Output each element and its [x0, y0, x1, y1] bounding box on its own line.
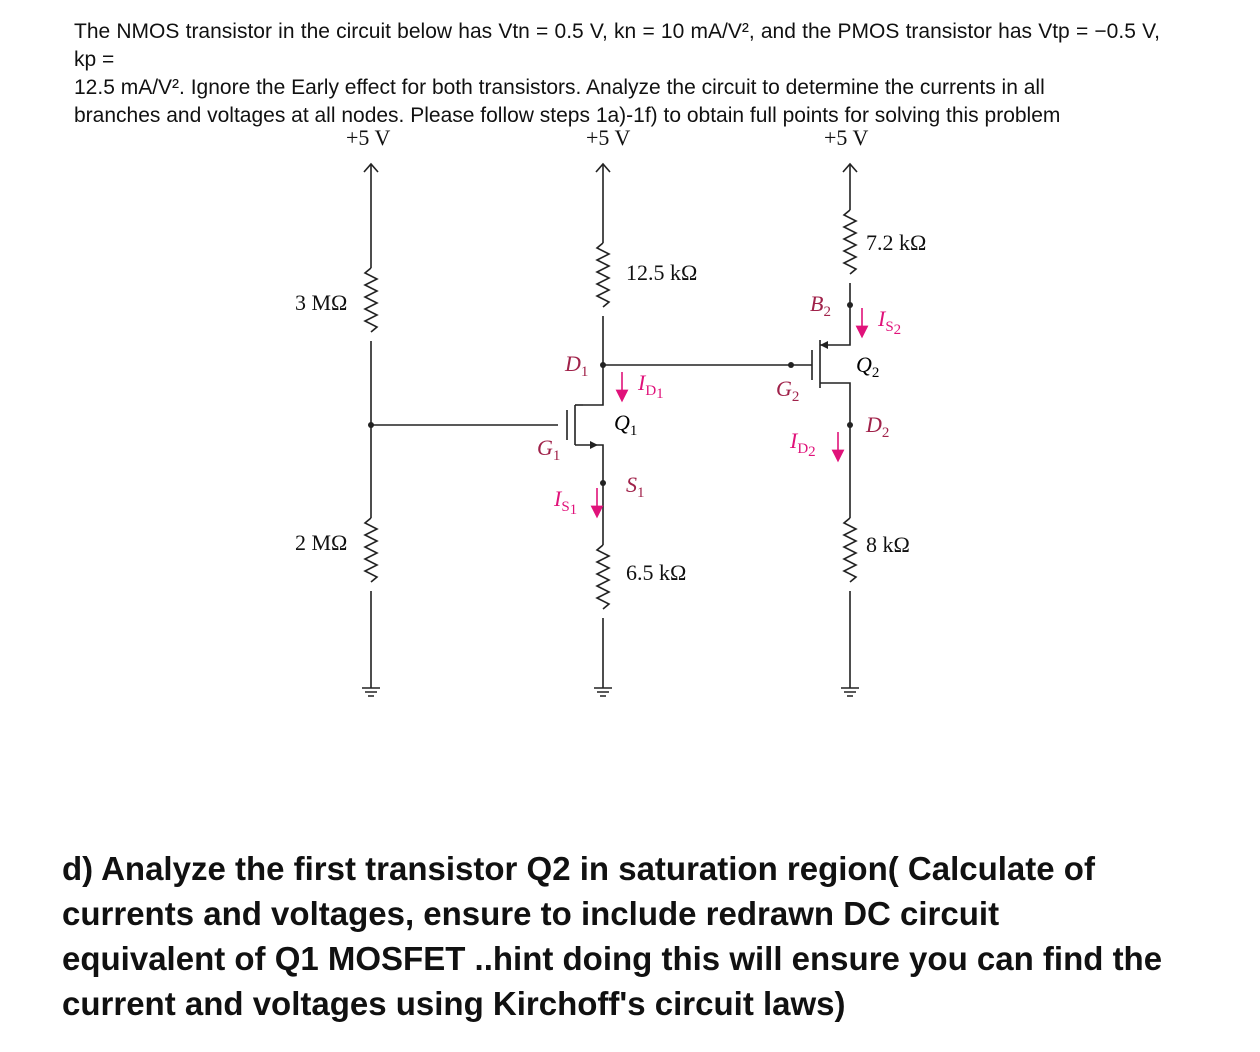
resistor-2m-label: 2 MΩ	[295, 530, 348, 555]
label-s1: $S_1$	[626, 472, 645, 501]
resistor-8k-label: 8 kΩ	[866, 532, 910, 557]
resistor-2m	[365, 518, 377, 582]
node-b2	[847, 302, 853, 308]
supply-mid-label: +5 V	[586, 125, 631, 150]
label-g1: $G_1$	[537, 435, 561, 464]
question-line-3: equivalent of Q1 MOSFET ..hint doing this will ensure you can find the	[62, 940, 1163, 977]
question-line-4: current and voltages using Kirchoff's circuit laws)	[62, 985, 846, 1022]
resistor-12k5-label: 12.5 kΩ	[626, 260, 698, 285]
label-q1: $Q_1$	[614, 410, 638, 439]
resistor-3m	[365, 268, 377, 332]
resistor-6k5-label: 6.5 kΩ	[626, 560, 687, 585]
question-line-2: currents and voltages, ensure to include redrawn DC circuit	[62, 895, 1000, 932]
label-d2: $D_2$	[866, 412, 890, 441]
resistor-7k2	[844, 210, 856, 274]
problem-line-1: The NMOS transistor in the circuit below has Vtn = 0.5 V, kn = 10 mA/V², and the PMOS transistor has Vtp = −0.5 V, kp =	[74, 20, 1160, 71]
label-is1: $I_S1$	[554, 486, 578, 518]
node-g2	[788, 362, 794, 368]
q2-source-arrow-icon	[820, 341, 828, 349]
ground-right-icon	[841, 688, 859, 696]
resistor-7k2-label: 7.2 kΩ	[866, 230, 927, 255]
wire-drain1	[583, 316, 603, 405]
supply-right-label: +5 V	[824, 125, 869, 150]
resistor-3m-label: 3 MΩ	[295, 290, 348, 315]
q1-source-arrow-icon	[590, 441, 598, 449]
node-d2	[847, 422, 853, 428]
label-is2: $I_S2$	[878, 306, 902, 338]
wire-drain2	[820, 383, 850, 518]
problem-line-2: 12.5 mA/V². Ignore the Early effect for both transistors. Analyze the circuit to determine the currents in all	[74, 76, 1045, 99]
label-q2: $Q_2$	[856, 352, 880, 381]
wire-source1	[575, 445, 603, 490]
label-g2: $G_2$	[776, 376, 800, 405]
label-b2: $B_2$	[810, 291, 831, 320]
ground-mid-icon	[594, 688, 612, 696]
resistor-6k5	[597, 545, 609, 609]
ground-left-icon	[362, 688, 380, 696]
label-id2: $I_D2$	[790, 428, 816, 460]
question-line-1: d) Analyze the first transistor Q2 in saturation region( Calculate of	[62, 850, 1095, 887]
question-d	[62, 846, 1222, 1026]
resistor-12k5	[597, 243, 609, 307]
node-s1	[600, 480, 606, 486]
problem-line-3: branches and voltages at all nodes. Please follow steps 1a)-1f) to obtain full points for solving this problem	[74, 104, 1061, 127]
label-id1: $I_D1$	[638, 370, 664, 402]
resistor-8k	[844, 518, 856, 582]
label-d1: $D_1$	[565, 351, 589, 380]
supply-left-label: +5 V	[346, 125, 391, 150]
